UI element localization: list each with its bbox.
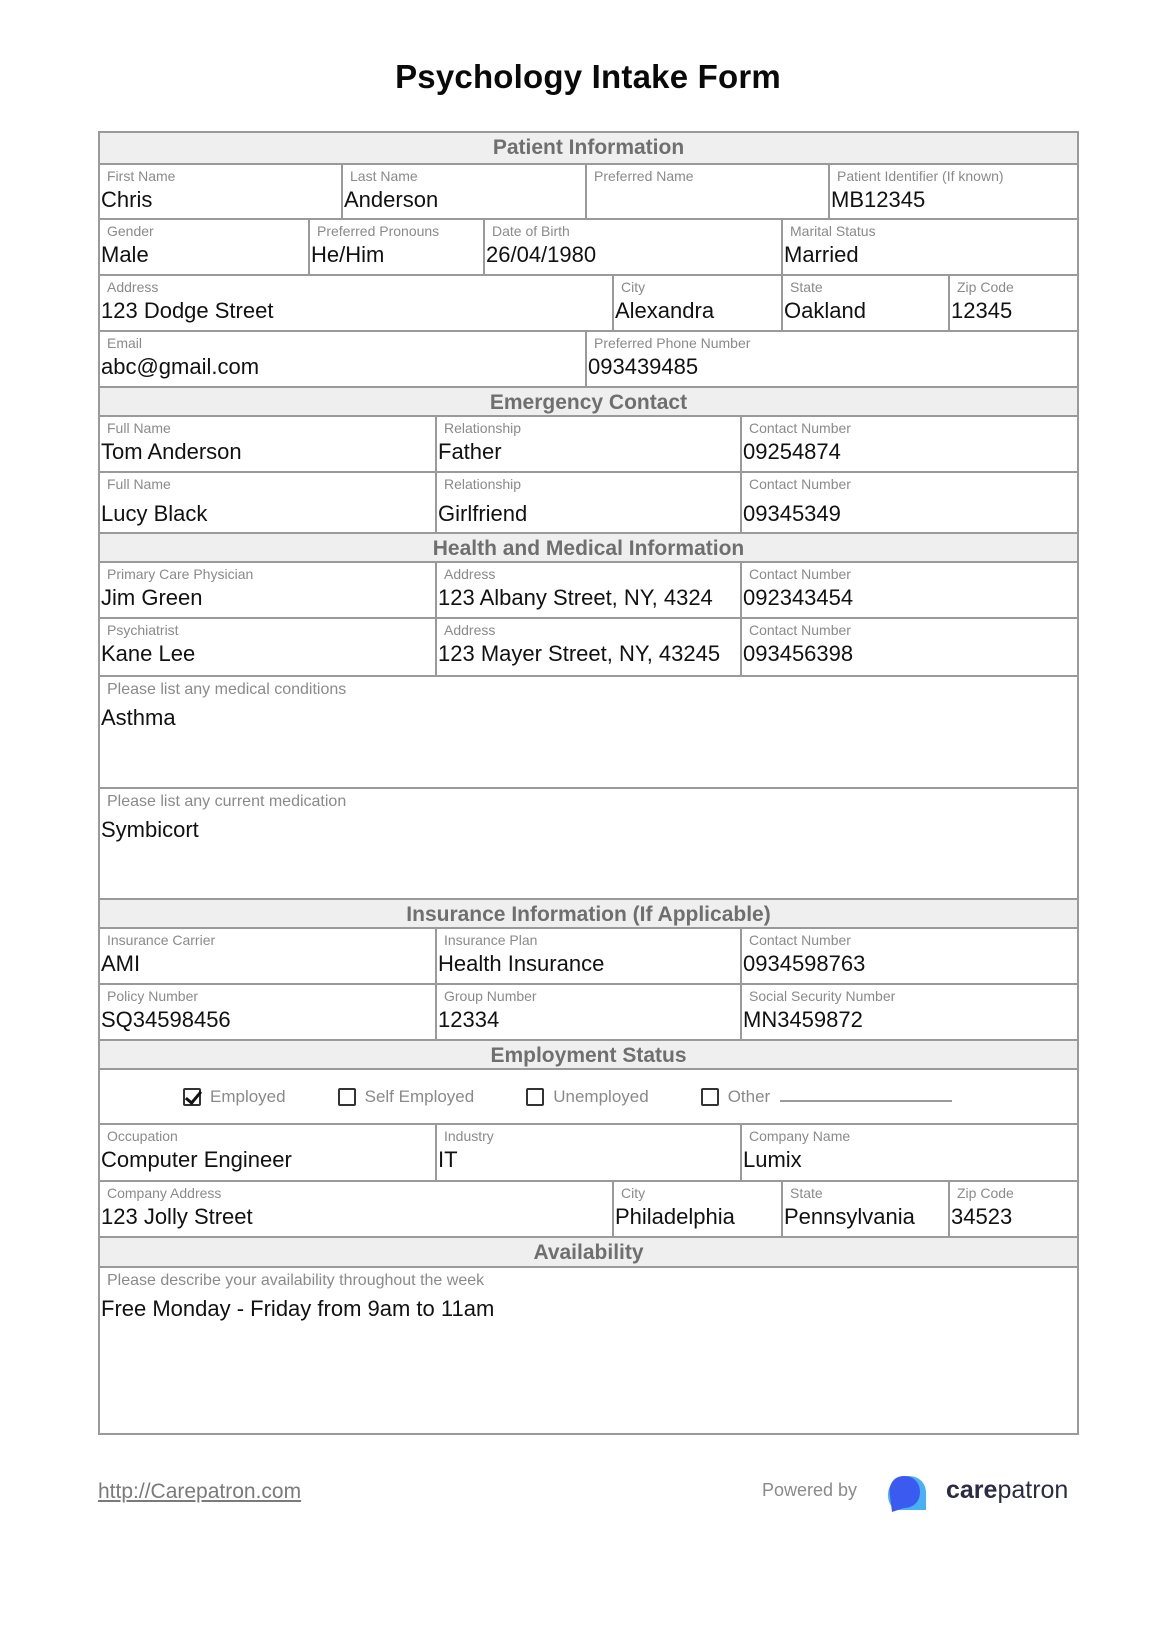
availability-field[interactable] [100,1268,1077,1433]
field-value: He/Him [311,242,385,267]
address-field[interactable] [100,276,614,330]
field-value: 34523 [951,1204,1013,1229]
form-title: Psychology Intake Form [395,58,781,95]
field-value: Oakland [784,298,866,323]
field-label: Gender [107,223,154,239]
field-value: Girlfriend [438,501,528,526]
field-label: State [790,279,823,295]
insurance-carrier-field[interactable] [100,929,437,983]
field-value: 09254874 [743,439,841,464]
field-value: 123 Mayer Street, NY, 43245 [438,641,721,666]
pcp-address-field[interactable] [437,563,742,617]
zip-field[interactable] [950,276,1077,330]
medication-field[interactable] [100,789,1077,898]
field-value: 092343454 [743,585,854,610]
ssn-field[interactable] [742,985,1077,1039]
company-city-field[interactable] [614,1182,783,1236]
section-header-employment: Employment Status [100,1039,1077,1070]
checkbox-employed[interactable] [183,1087,286,1107]
checkbox-empty-icon[interactable] [701,1088,719,1106]
group-number-field[interactable] [437,985,742,1039]
section-header-patient: Patient Information [100,133,1077,165]
emergency-contact-row [100,473,1077,534]
company-state-field[interactable] [783,1182,950,1236]
medication-row [100,789,1077,900]
field-value: 093439485 [588,354,699,379]
field-label: Address [444,566,496,582]
checkbox-checked-icon[interactable] [183,1088,201,1106]
patient-row-address [100,276,1077,332]
field-label: Relationship [444,420,522,436]
field-value: Tom Anderson [101,439,242,464]
section-header-insurance: Insurance Information (If Applicable) [100,898,1077,929]
field-value: 0934598763 [743,951,866,976]
field-value: 123 Jolly Street [101,1204,253,1229]
field-label: Preferred Name [594,168,694,184]
field-value: 123 Albany Street, NY, 4324 [438,585,713,610]
field-value: Philadelphia [615,1204,735,1229]
carepatron-brand [946,1476,1068,1505]
company-name-field[interactable] [742,1125,1077,1180]
field-label: State [790,1185,823,1201]
intake-form [98,131,1079,1435]
psychiatrist-row [100,619,1077,677]
carepatron-logo-icon [886,1474,942,1512]
patient-row-demographics [100,220,1077,276]
field-label: Group Number [444,988,537,1004]
field-label: Full Name [107,476,171,492]
availability-row [100,1268,1077,1433]
field-value: Asthma [101,705,176,730]
field-label: Full Name [107,420,171,436]
field-label: City [621,279,646,295]
brand-bold: care [946,1476,998,1504]
brand-light: patron [997,1476,1069,1504]
field-value: Lucy Black [101,501,208,526]
company-address-row [100,1182,1077,1238]
marital-status-field[interactable] [783,220,1077,274]
field-value: 26/04/1980 [486,242,597,267]
insurance-contact-field[interactable] [742,929,1077,983]
phone-field[interactable] [587,332,1077,386]
ec-phone-field[interactable] [742,473,1077,532]
city-field[interactable] [614,276,783,330]
field-value: Anderson [344,187,439,212]
field-label: Insurance Plan [444,932,538,948]
field-value: MN3459872 [743,1007,863,1032]
patient-row-names [100,165,1077,220]
insurance-row-1 [100,929,1077,985]
ec-name-field[interactable] [100,417,437,471]
field-label: Relationship [444,476,522,492]
pronouns-field[interactable] [310,220,485,274]
checkbox-label: Employed [210,1086,286,1106]
field-value: abc@gmail.com [101,354,260,379]
medical-conditions-field[interactable] [100,677,1077,787]
checkbox-label: Other [727,1086,771,1106]
occupation-field[interactable] [100,1125,437,1180]
checkbox-label: Self Employed [364,1086,475,1106]
field-value: Father [438,439,502,464]
field-label: Preferred Pronouns [317,223,440,239]
field-label: Please describe your availability throughout the week [107,1272,485,1289]
field-label: Social Security Number [749,988,896,1004]
field-label: Email [107,335,143,351]
employment-status-row [100,1070,1077,1125]
field-label: Last Name [350,168,418,184]
field-label: Address [107,279,159,295]
preferred-name-field[interactable] [587,165,830,218]
occupation-row [100,1125,1077,1182]
field-value: 123 Dodge Street [101,298,274,323]
powered-by-label: Powered by [762,1480,858,1500]
field-label: Company Address [107,1185,222,1201]
field-label: Contact Number [749,566,851,582]
field-label: Address [444,622,496,638]
pcp-name-field[interactable] [100,563,437,617]
field-value: 09345349 [743,501,841,526]
checkbox-label: Unemployed [553,1086,649,1106]
field-label: Contact Number [749,622,851,638]
company-address-field[interactable] [100,1182,614,1236]
field-label: Contact Number [749,420,851,436]
checkbox-empty-icon[interactable] [338,1088,356,1106]
field-label: Policy Number [107,988,199,1004]
ec-relationship-field[interactable] [437,417,742,471]
field-value: IT [438,1147,458,1172]
field-value: SQ34598456 [101,1007,231,1032]
last-name-field[interactable] [343,165,587,218]
field-value: Male [101,242,149,267]
pcp-phone-field[interactable] [742,563,1077,617]
psychiatrist-address-field[interactable] [437,619,742,675]
field-value: Jim Green [101,585,203,610]
field-label: Industry [444,1128,494,1144]
section-header-health: Health and Medical Information [100,532,1077,563]
patient-id-field[interactable] [830,165,1077,218]
field-value: MB12345 [831,187,926,212]
field-label: Patient Identifier (If known) [837,168,1004,184]
field-label: Contact Number [749,476,851,492]
field-label: City [621,1185,646,1201]
field-value: Pennsylvania [784,1204,915,1229]
policy-number-field[interactable] [100,985,437,1039]
checkbox-empty-icon[interactable] [526,1088,544,1106]
company-zip-field[interactable] [950,1182,1077,1236]
checkbox-other[interactable] [701,1087,953,1107]
field-label: Date of Birth [492,223,570,239]
other-text-line[interactable] [780,1100,952,1102]
patient-row-contact [100,332,1077,388]
field-label: Insurance Carrier [107,932,216,948]
emergency-contact-row [100,417,1077,473]
first-name-field[interactable] [100,165,343,218]
ec-name-field[interactable] [100,473,437,532]
field-label: Marital Status [790,223,876,239]
ec-relationship-field[interactable] [437,473,742,532]
field-label: Occupation [107,1128,178,1144]
section-header-availability: Availability [100,1236,1077,1268]
industry-field[interactable] [437,1125,742,1180]
field-value: AMI [101,951,141,976]
carepatron-link[interactable]: http://Carepatron.com [98,1480,302,1503]
state-field[interactable] [783,276,950,330]
field-label: Primary Care Physician [107,566,254,582]
medical-conditions-row [100,677,1077,789]
gender-field[interactable] [100,220,310,274]
section-header-emergency: Emergency Contact [100,386,1077,417]
email-field[interactable] [100,332,587,386]
field-label: Company Name [749,1128,851,1144]
field-label: Zip Code [957,279,1014,295]
checkbox-unemployed[interactable] [526,1087,648,1107]
field-label: First Name [107,168,176,184]
field-value: Symbicort [101,817,199,842]
field-label: Please list any medical conditions [107,681,347,698]
field-value: Free Monday - Friday from 9am to 11am [101,1296,495,1321]
field-value: Kane Lee [101,641,196,666]
field-value: Computer Engineer [101,1147,292,1172]
field-value: 12345 [951,298,1013,323]
pcp-row [100,563,1077,619]
field-label: Preferred Phone Number [594,335,751,351]
insurance-row-2 [100,985,1077,1041]
psychiatrist-name-field[interactable] [100,619,437,675]
field-label: Contact Number [749,932,851,948]
field-label: Please list any current medication [107,793,347,810]
field-value: Married [784,242,859,267]
ec-phone-field[interactable] [742,417,1077,471]
checkbox-self-employed[interactable] [338,1087,475,1107]
dob-field[interactable] [485,220,783,274]
insurance-plan-field[interactable] [437,929,742,983]
field-label: Psychiatrist [107,622,179,638]
field-label: Zip Code [957,1185,1014,1201]
field-value: 12334 [438,1007,500,1032]
field-value: Lumix [743,1147,802,1172]
field-value: Health Insurance [438,951,605,976]
employment-checkbox-group [100,1070,1004,1123]
field-value: Chris [101,187,153,212]
field-value: 093456398 [743,641,854,666]
psychiatrist-phone-field[interactable] [742,619,1077,675]
field-value: Alexandra [615,298,715,323]
